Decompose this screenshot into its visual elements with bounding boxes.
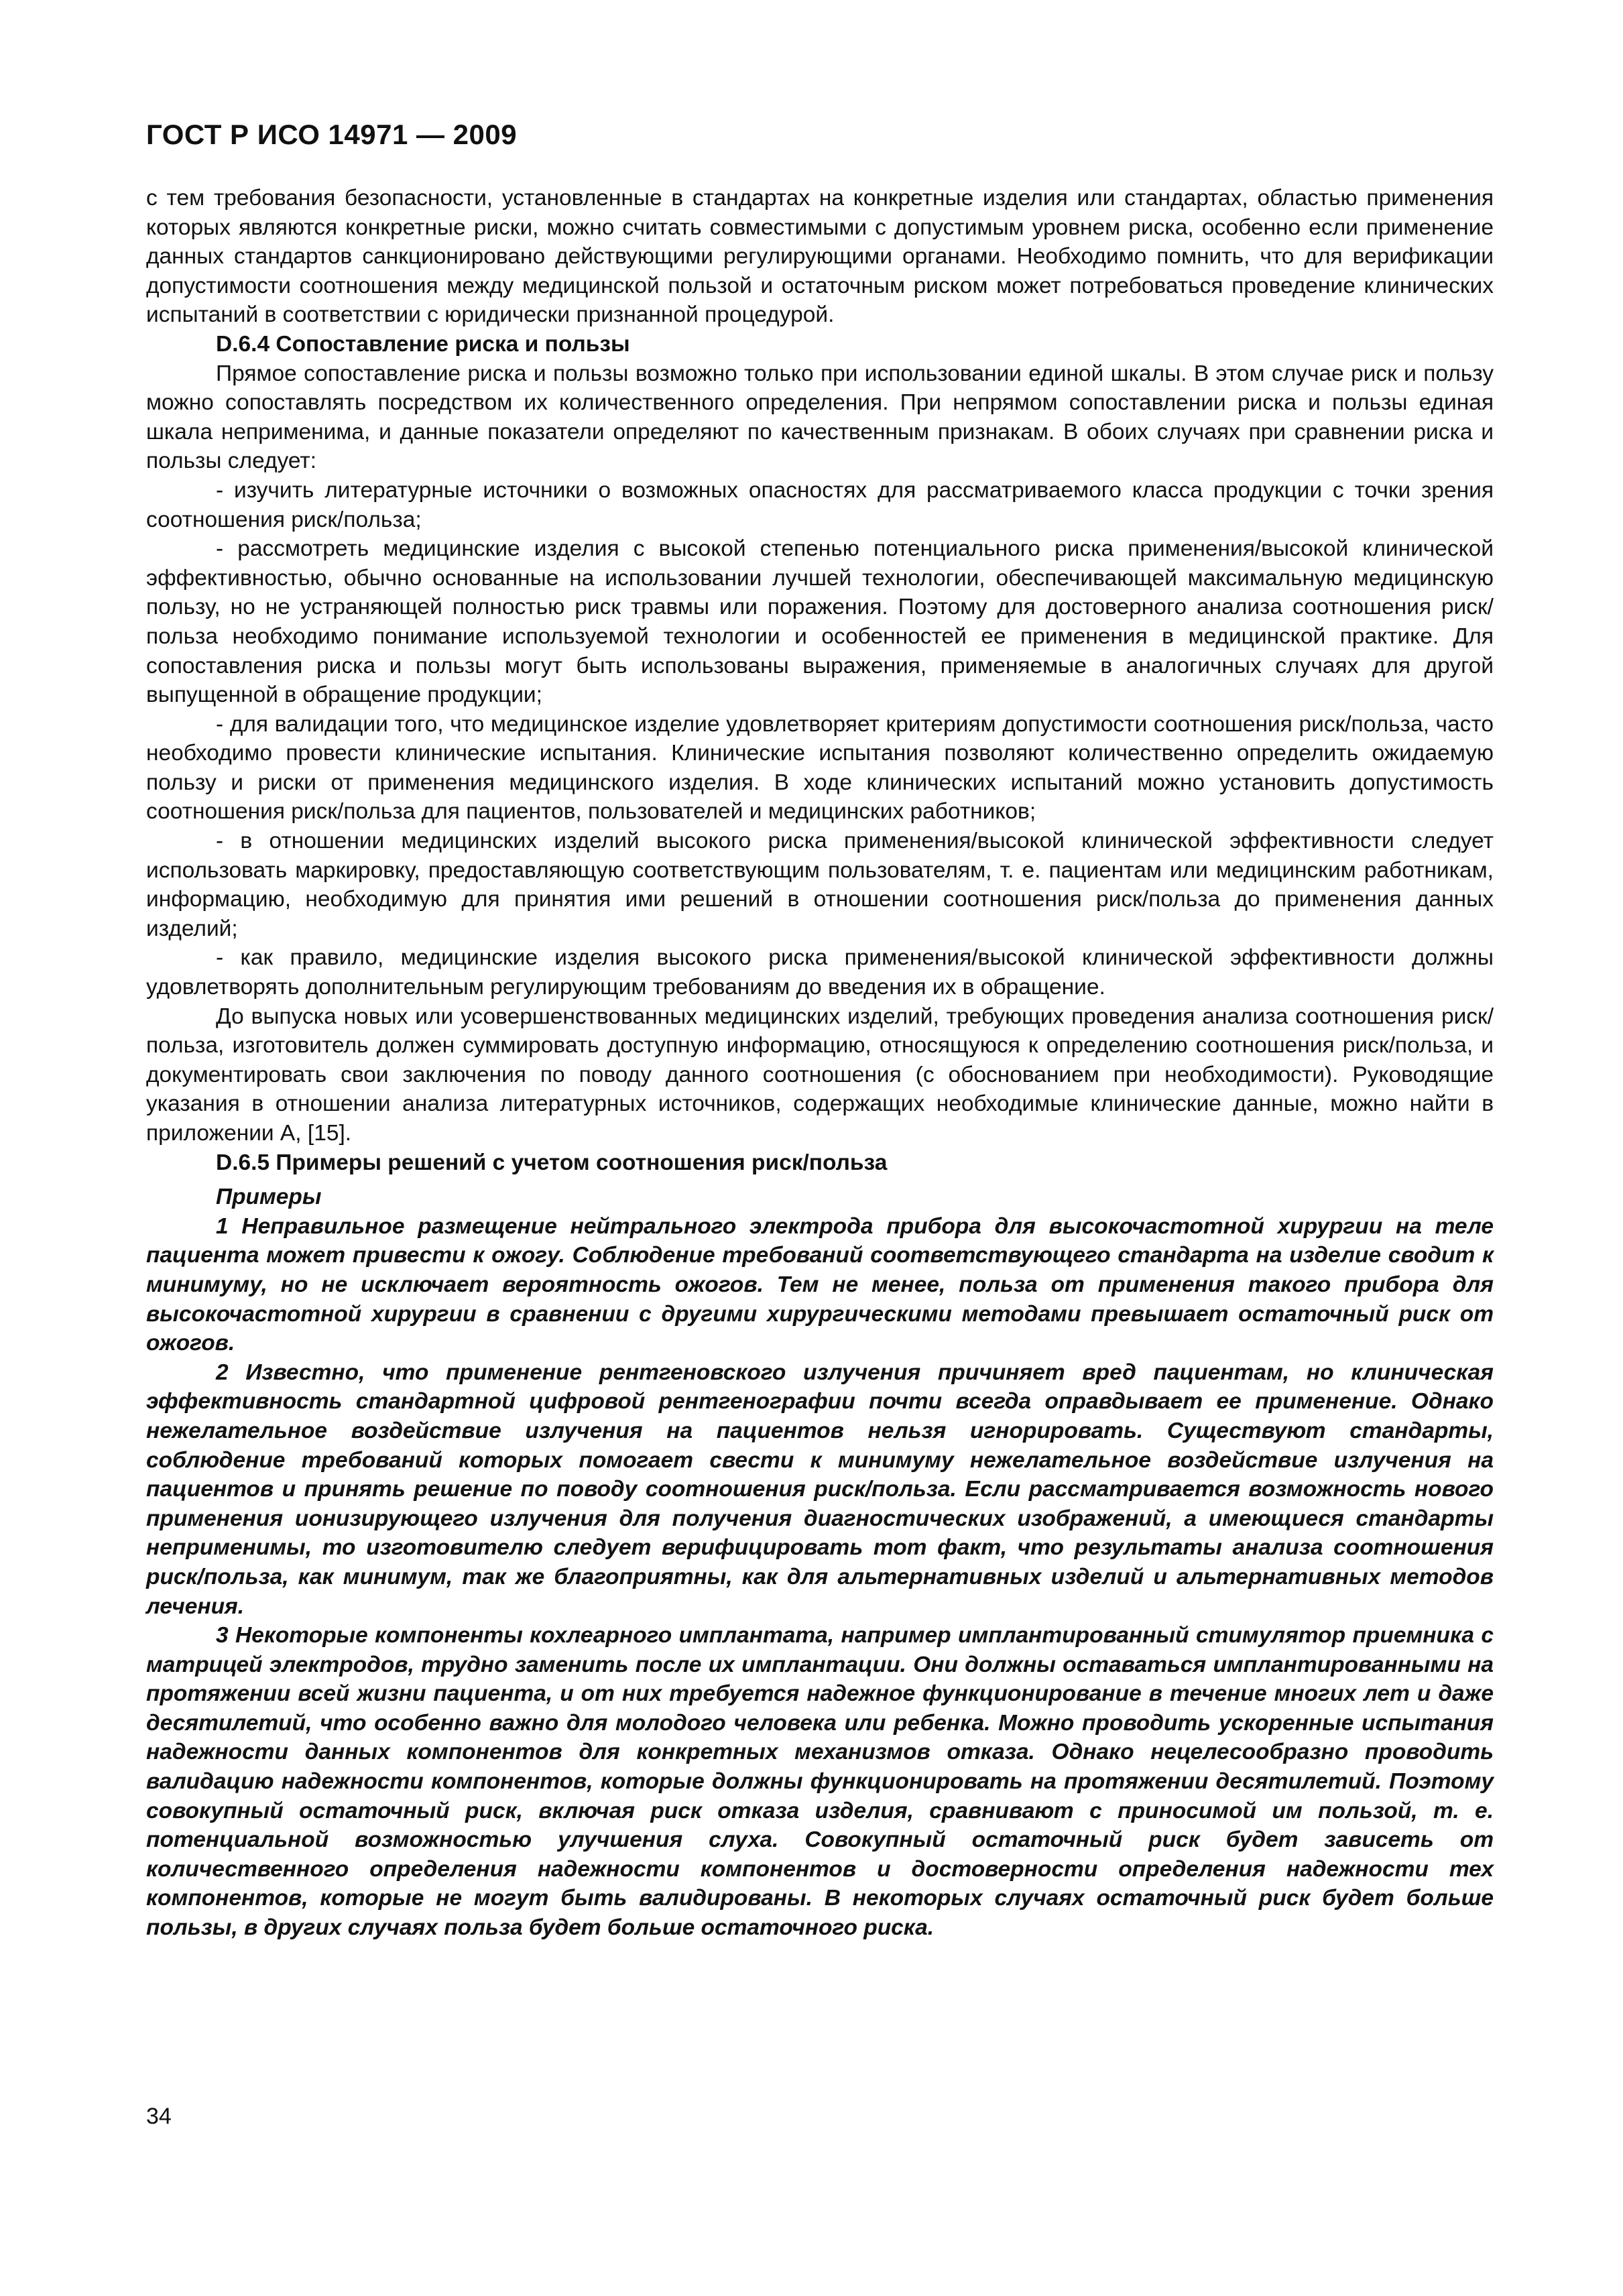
- list-item-labeling: - в отношении медицинских изделий высокого риска применения/высокой клинической эффективности следует использовать маркировку, предоставляющую соответствующим пользователям, т. е. пациентам или медицинским работникам, информацию, необходимую для принятия ими решений в отношении соотношения риск/польза до применения данных изделий;: [146, 829, 1494, 941]
- page-number: 34: [146, 2104, 172, 2129]
- example-2: 2 Известно, что применение рентгеновского излучения причиняет вред пациентам, но клиническая эффективность стандартной цифровой рентгенографии почти всегда оправдывает ее применение. Однако нежелательное воздействие излучения на пациентов нельзя игнорировать. Существуют стандарты, соблюдение требований которых помогает свести к минимуму нежелательное воздействие излучения на пациентов и принять решение по поводу соотношения риск/польза. Если рассматривается возможность нового применения ионизирующего излучения для получения диагностических изображений, а имеющиеся стандарты неприменимы, то изготовителю следует верифицировать тот факт, что результаты анализа соотношения риск/польза, как минимум, так же благоприятны, как для альтернативных изделий и альтернативных методов лечения.: [146, 1360, 1494, 1619]
- section-title-d65: D.6.5 Примеры решений с учетом соотношения риск/польза: [216, 1150, 888, 1175]
- example-3: 3 Некоторые компоненты кохлеарного имплантата, например имплантированный стимулятор приемника с матрицей электродов, трудно заменить после их имплантации. Они должны оставаться имплантированными на протяжении всей жизни пациента, и от них требуется надежное функционирование в течение многих лет и даже десятилетий, что особенно важно для молодого человека или ребенка. Можно проводить ускоренные испытания надежности данных компонентов для конкретных механизмов отказа. Однако нецелесообразно проводить валидацию надежности компонентов, которые должны функционировать на протяжении десятилетий. Поэтому совокупный остаточный риск, включая риск отказа изделия, сравнивают с приносимой им пользой, т. е. потенциальной возможностью улучшения слуха. Совокупный остаточный риск будет зависеть от количественного определения надежности компонентов и достоверности определения надежности тех компонентов, которые не могут быть валидированы. В некоторых случаях остаточный риск будет больше пользы, в других случаях польза будет больше остаточного риска.: [146, 1623, 1494, 1941]
- list-item-literature: - изучить литературные источники о возможных опасностях для рассматриваемого класса продукции с точки зрения соотношения риск/польза;: [146, 477, 1494, 532]
- list-item-high-risk-devices: - рассмотреть медицинские изделия с высокой степенью потенциального риска применения/высокой клинической эффективностью, обычно основанные на использовании лучшей технологии, обеспечивающей максимальную медицинскую пользу, но не устраняющей полностью риск травмы или поражения. Поэтому для достоверного анализа соотношения риск/польза необходимо понимание используемой технологии и особенностей ее применения в медицинской практике. Для сопоставления риска и пользы могут быть использованы выражения, применяемые в аналогичных случаях для другой выпущенной в обращение продукции;: [146, 536, 1494, 708]
- list-item-regulatory: - как правило, медицинские изделия высокого риска применения/высокой клинической эффективности должны удовлетворять дополнительным регулирующим требованиям до введения их в обращение.: [146, 945, 1494, 1000]
- document-page: [146, 121, 1494, 1943]
- list-item-validation: - для валидации того, что медицинское изделие удовлетворяет критериям допустимости соотношения риск/польза, часто необходимо провести клинические испытания. Клинические испытания позволяют количественно определить ожидаемую пользу и риски от применения медицинского изделия. В ходе клинических испытаний можно установить допустимость соотношения риск/польза для пациентов, пользователей и медицинских работников;: [146, 711, 1494, 825]
- examples-label: Примеры: [216, 1185, 322, 1210]
- document-header-title: ГОСТ Р ИСО 14971 — 2009: [146, 119, 518, 150]
- example-1: 1 Неправильное размещение нейтрального электрода прибора для высокочастотной хирургии на теле пациента может привести к ожогу. Соблюдение требований соответствующего стандарта на изделие сводит к минимуму, но не исключает вероятность ожогов. Тем не менее, польза от применения такого прибора для высокочастотной хирургии в сравнении с другими хирургическими методами превышает остаточный риск от ожогов.: [146, 1213, 1494, 1356]
- paragraph-manufacturer-summary: До выпуска новых или усовершенствованных медицинских изделий, требующих проведения анализа соотношения риск/польза, изготовитель должен суммировать доступную информацию, относящуюся к определению соотношения риск/польза, и документировать свои заключения по поводу данного соотношения (с обоснованием при необходимости). Руководящие указания в отношении анализа литературных источников, содержащих необходимые клинические данные, можно найти в приложении А, [15].: [146, 1004, 1494, 1146]
- document-body: [146, 184, 1494, 1943]
- section-title-d64: D.6.4 Сопоставление риска и пользы: [216, 331, 630, 357]
- paragraph-d64-intro: Прямое сопоставление риска и пользы возможно только при использовании единой шкалы. В этом случае риск и пользу можно сопоставлять посредством их количественного определения. При непрямом сопоставлении риска и пользы единая шкала неприменима, и данные показатели определяют по качественным признакам. В обоих случаях при сравнении риска и пользы следует:: [146, 361, 1494, 474]
- paragraph-continuation: с тем требования безопасности, установленные в стандартах на конкретные изделия или стандартах, областью применения которых являются конкретные риски, можно считать совместимыми с допустимым уровнем риска, особенно если применение данных стандартов санкционировано действующими регулирующими органами. Необходимо помнить, что для верификации допустимости соотношения между медицинской пользой и остаточным риском может потребоваться проведение клинических испытаний в соответствии с юридически признанной процедурой.: [146, 186, 1494, 328]
